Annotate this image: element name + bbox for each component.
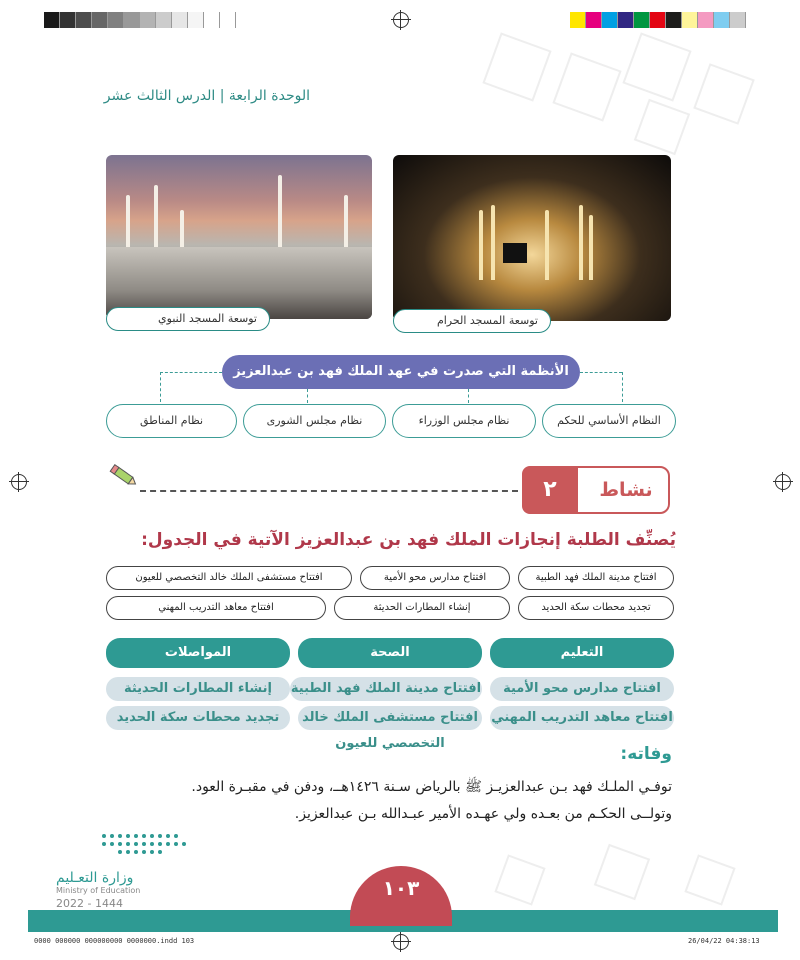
connector-left [160,372,222,373]
ministry-year: 2022 - 1444 [56,897,123,910]
decor-shape [552,52,621,121]
connector-right [622,372,623,402]
option-pill: افتتاح معاهد التدريب المهني [106,596,326,620]
table-cell: افتتاح معاهد التدريب المهني [490,706,674,730]
page-number: ١٠٣ [350,866,452,926]
decor-shape [594,844,650,900]
registration-mark-left [11,474,27,490]
print-slug-right: 26/04/22 04:38:13 [688,937,760,945]
activity-divider [140,490,518,492]
decor-shape [634,99,690,155]
decor-shape [622,32,691,101]
prophet-mosque-photo [106,155,372,319]
ministry-name-english: Ministry of Education [56,886,141,895]
system-item: نظام مجلس الشورى [243,404,386,438]
system-item: نظام مجلس الوزراء [392,404,536,438]
activity-label: نشاط [599,479,653,501]
system-item: النظام الأساسي للحكم [542,404,676,438]
registration-mark-right [775,474,791,490]
table-cell-continuation: التخصصي للعيون [335,736,445,751]
activity-question: يُصنِّف الطلبة إنجازات الملك فهد بن عبدالعزيز الآتية في الجدول: [141,530,676,550]
prophet-mosque-caption: توسعة المسجد النبوي [106,307,270,331]
ministry-name-arabic: وزارة التعـليم [56,870,134,886]
connector-mid [307,389,308,403]
column-header-education: التعليم [490,638,674,668]
registration-mark-bottom [393,934,409,950]
grayscale-strip [44,12,236,28]
table-cell: افتتاح مستشفى الملك خالد [298,706,482,730]
option-pill: تجديد محطات سكة الحديد [518,596,674,620]
print-slug-left: 0000 000000 000000000 0000000.indd 103 [34,937,195,945]
table-cell: افتتاح مدارس محو الأمية [490,677,674,701]
grand-mosque-photo [393,155,671,321]
death-paragraph-line1: توفـي الملـك فهد بـن عبدالعزيـز ﷺ بالرياض سـنة ١٤٢٦هــ، ودفن في مقبـرة العود. [191,779,672,795]
color-strip [570,12,746,28]
death-paragraph-line2: وتولــى الحكـم من بعـده ولي عهـده الأمير عبـدالله بـن عبدالعزيز. [294,806,672,822]
activity-number: ٢ [522,466,578,514]
table-cell: تجديد محطات سكة الحديد [106,706,290,730]
systems-title: الأنظمة التي صدرت في عهد الملك فهد بن عبدالعزيز [222,355,580,389]
connector-left [160,372,161,402]
decor-shape [482,32,551,101]
decor-shape [494,854,545,905]
unit-lesson-header: الوحدة الرابعة | الدرس الثالث عشر [103,88,310,104]
table-cell: إنشاء المطارات الحديثة [106,677,290,701]
option-pill: إنشاء المطارات الحديثة [334,596,510,620]
decor-shape [684,854,735,905]
column-header-health: الصحة [298,638,482,668]
option-pill: افتتاح مدينة الملك فهد الطبية [518,566,674,590]
death-heading: وفاته: [620,744,672,764]
system-item: نظام المناطق [106,404,237,438]
decor-shape [693,63,755,125]
option-pill: افتتاح مستشفى الملك خالد التخصصي للعيون [106,566,352,590]
connector-right [580,372,622,373]
grand-mosque-caption: توسعة المسجد الحرام [393,309,551,333]
column-header-transport: المواصلات [106,638,290,668]
table-cell: افتتاح مدينة الملك فهد الطبية [290,677,482,701]
connector-mid [468,389,469,403]
pencil-icon [108,460,140,492]
ministry-logo-icon [100,832,190,862]
registration-mark-top [393,12,409,28]
option-pill: افتتاح مدارس محو الأمية [360,566,510,590]
